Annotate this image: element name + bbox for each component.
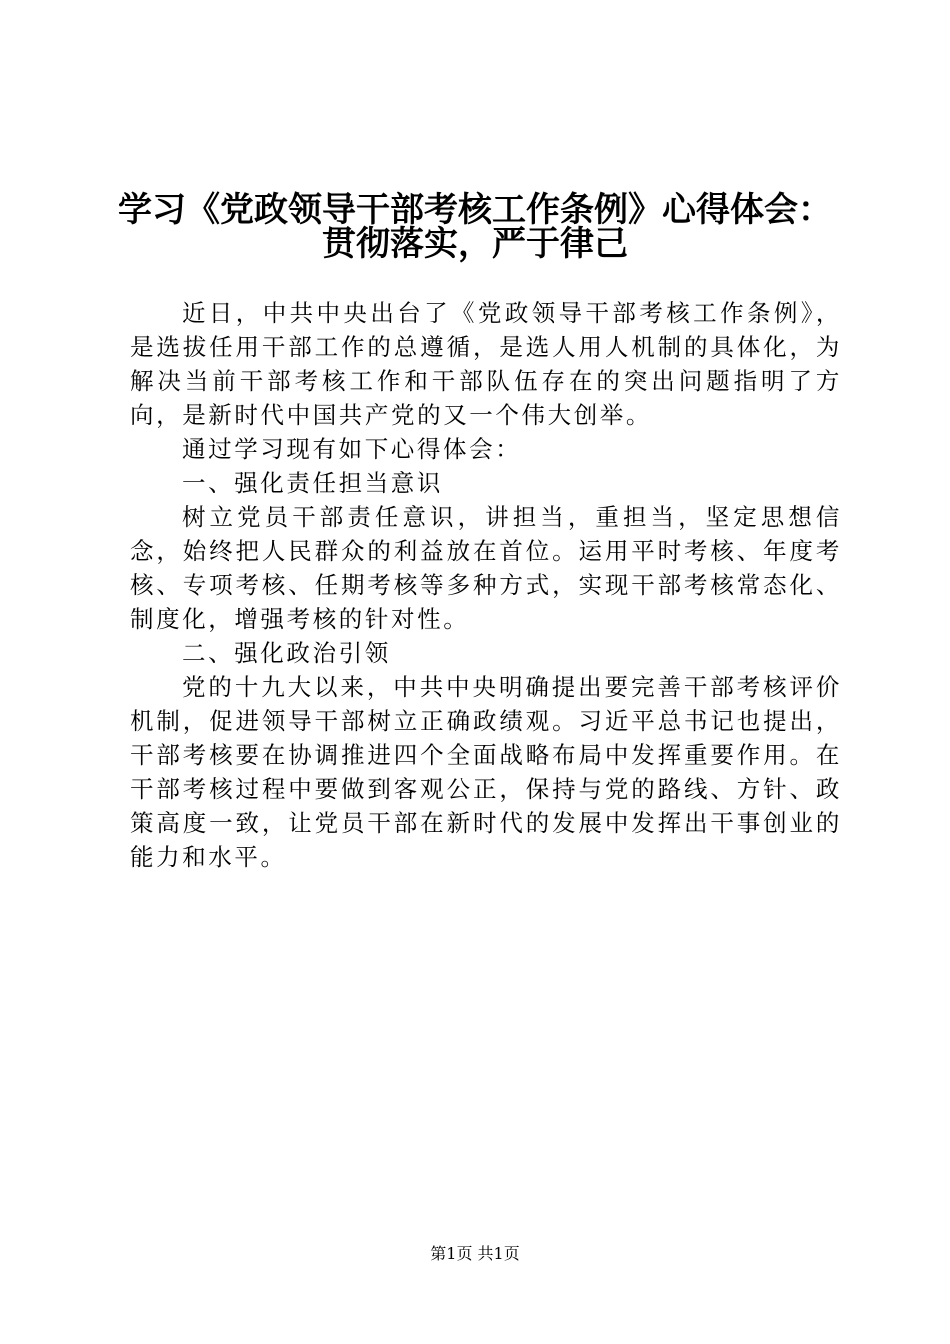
document-title-line-1: 学习《党政领导干部考核工作条例》心得体会： <box>118 190 832 230</box>
section-heading-1: 一、强化责任担当意识 <box>182 469 443 497</box>
document-body <box>130 296 842 874</box>
section-heading-2: 二、强化政治引领 <box>182 639 391 667</box>
document-title-line-2: 贯彻落实，严于律己 <box>322 224 628 264</box>
paragraph-section-2: 党的十九大以来，中共中央明确提出要完善干部考核评价机制，促进领导干部树立正确政绩观。习近平总书记也提出，干部考核要在协调推进四个全面战略布局中发挥重要作用。在干部考核过程中要做到客观公正，保持与党的路线、方针、政策高度一致，让党员干部在新时代的发展中发挥出干事创业的能力和水平。 <box>130 673 842 871</box>
paragraph-section-1: 树立党员干部责任意识，讲担当，重担当，坚定思想信念，始终把人民群众的利益放在首位。运用平时考核、年度考核、专项考核、任期考核等多种方式，实现干部考核常态化、制度化，增强考核的针对性。 <box>130 503 842 633</box>
paragraph-lead-in: 通过学习现有如下心得体会： <box>182 435 522 463</box>
paragraph-intro: 近日，中共中央出台了《党政领导干部考核工作条例》，是选拔任用干部工作的总遵循，是选人用人机制的具体化，为解决当前干部考核工作和干部队伍存在的突出问题指明了方向，是新时代中国共产党的又一个伟大创举。 <box>130 299 842 429</box>
page-footer: 第1页 共1页 <box>430 1244 520 1263</box>
